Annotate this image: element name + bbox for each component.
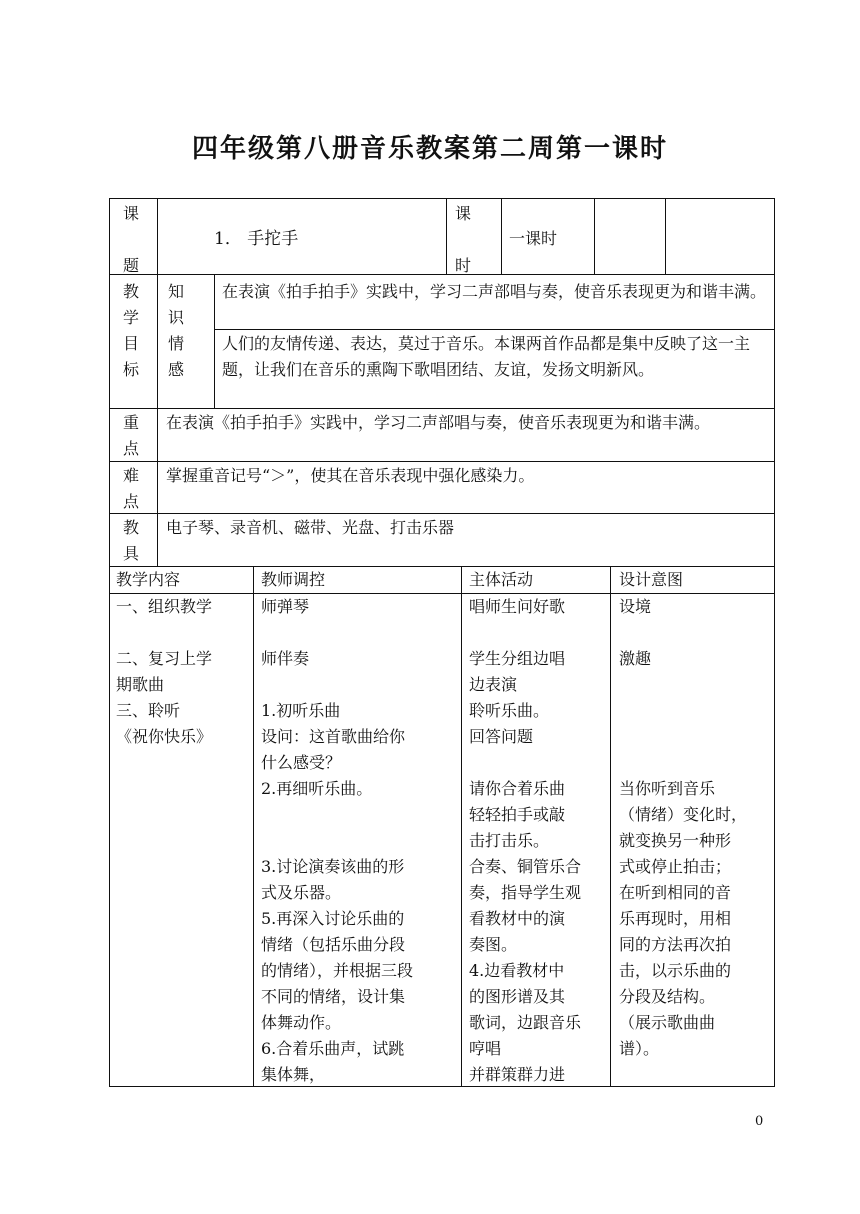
knowledge-text: 在表演《拍手拍手》实践中，学习二声部唱与奏，使音乐表现更为和谐丰满。 <box>222 282 767 301</box>
student-column-text: 唱师生问好歌 学生分组边唱 边表演 聆听乐曲。 回答问题 请你合着乐曲 轻轻拍手或敲 击打击乐。 合奏、铜管乐合 奏，指导学生观 看教材中的演 奏图。 4.边看教材中 的图形谱及其 歌词，边跟音乐 哼唱 并群策群力进 <box>469 597 582 1084</box>
col-divider <box>214 274 215 408</box>
table-border-top <box>109 198 775 199</box>
col-divider <box>157 198 158 566</box>
row-divider <box>109 461 775 462</box>
key-point-label: 重 点 <box>122 413 139 458</box>
topic-label: 课 题 <box>122 204 139 275</box>
col-divider <box>501 198 502 274</box>
key-point-text: 在表演《拍手拍手》实践中，学习二声部唱与奏，使音乐表现更为和谐丰满。 <box>166 413 711 432</box>
design-column-text: 设境 激趣 当你听到音乐 （情绪）变化时， 就变换另一种形 式或停止拍击； 在听到相同的音 乐再现时，用相 同的方法再次拍 击，以示乐曲的 分段及结构。 （展示歌曲曲 谱）。 <box>619 597 748 1058</box>
difficulty-text: 掌握重音记号“＞”，使其在音乐表现中强化感染力。 <box>166 466 535 485</box>
tools-text: 电子琴、录音机、磁带、光盘、打击乐器 <box>166 518 455 537</box>
row-divider <box>109 513 775 514</box>
column-header-teacher: 教师调控 <box>261 570 326 589</box>
table-border-left <box>109 198 110 1087</box>
row-divider <box>109 274 775 275</box>
row-divider <box>214 329 775 330</box>
row-divider <box>109 408 775 409</box>
col-divider <box>610 566 611 1087</box>
col-divider <box>461 566 462 1087</box>
emotion-label: 情 感 <box>167 334 184 379</box>
column-header-design: 设计意图 <box>619 570 684 589</box>
teacher-column-text: 师弹琴 师伴奏 1.初听乐曲 设问：这首歌曲给你 什么感受？ 2.再细听乐曲。 3.讨论演奏该曲的形 式及乐器。 5.再深入讨论乐曲的 情绪（包括乐曲分段 的情绪），并根据三段 不同的情绪，设计集 体舞动作。 6.合着乐曲声，试跳 集体舞， <box>261 597 414 1084</box>
column-header-student: 主体活动 <box>469 570 534 589</box>
period-value: 一课时 <box>509 229 558 248</box>
tools-label: 教 具 <box>122 518 139 563</box>
difficulty-label: 难 点 <box>122 466 139 511</box>
emotion-text: 人们的友情传递、表达，莫过于音乐。本课两首作品都是集中反映了这一主题，让我们在音乐的熏陶下歌唱团结、友谊，发扬文明新风。 <box>222 334 751 379</box>
page-title: 四年级第八册音乐教案第二周第一课时 <box>191 134 668 164</box>
knowledge-label: 知 识 <box>167 282 184 327</box>
column-header-content: 教学内容 <box>116 570 181 589</box>
table-border-right <box>774 198 775 1087</box>
period-label: 课 时 <box>454 204 471 275</box>
topic-value: 1． 手拕手 <box>214 229 299 249</box>
col-divider <box>594 198 595 274</box>
page-number: 0 <box>755 1114 764 1129</box>
col-divider <box>253 566 254 1087</box>
col-divider <box>446 198 447 274</box>
col-divider <box>665 198 666 274</box>
content-column-text: 一、组织教学 二、复习上学 期歌曲 三、聆听 《祝你快乐》 <box>116 597 213 746</box>
goals-label: 教 学 目 标 <box>122 282 139 379</box>
